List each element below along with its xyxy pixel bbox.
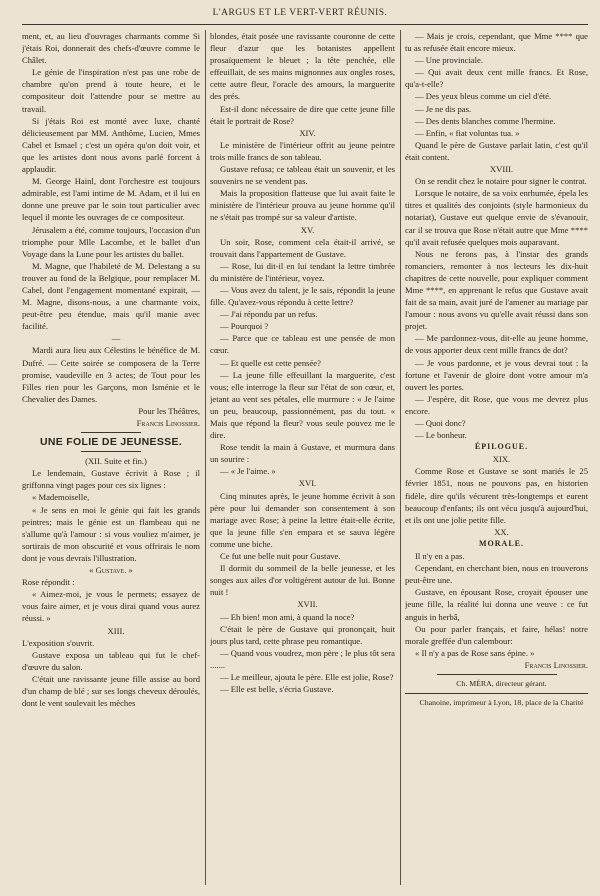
paragraph: — Quoi donc?: [415, 418, 466, 428]
column-separator: [400, 30, 401, 885]
paragraph: — Rose, lui dit-il en lui tendant la lettre timbrée du ministère de l'intérieur, voyez.: [210, 260, 395, 283]
paragraph: Gustave exposa un tableau qui fut le chef-d'œuvre du salon.: [22, 649, 200, 672]
paragraph: Mais la proposition flatteuse que lui avait faite le ministère de l'intérieur prouva au jeune homme qu'il ne s'était pas trompé sur sa valeur d'artiste.: [210, 188, 395, 223]
paragraph: — Vous avez du talent, je le sais, répondit la jeune fille. Qu'avez-vous répondu à cette lettre?: [210, 284, 395, 308]
column-separator: [205, 30, 206, 885]
paragraph: Rose tendit la main à Gustave, et murmura dans un sourire :: [210, 442, 395, 465]
paragraph: — Quand vous voudrez, mon père ; le plus tôt sera .......: [210, 647, 395, 670]
chapter-number: XX.: [494, 526, 509, 537]
paragraph: L'exposition s'ouvrit.: [22, 637, 95, 648]
paragraph: — Mais je crois, cependant, que Mme **** que tu as refusée était encore mieux.: [405, 31, 588, 54]
paragraph: M. George Hainl, dont l'orchestre est toujours admirable, est l'ami intime de M. Adam, et il lui en donne une preuve par le soin tout particulier avec lequel il monte les ouvrages de ce compositeur.: [22, 176, 200, 223]
column-3: [405, 30, 588, 885]
paragraph: Quand le père de Gustave parlait latin, c'est qu'il était content.: [405, 139, 588, 162]
paragraph: Cependant, en cherchant bien, nous en trouverons peut-être une.: [405, 563, 588, 586]
dash-divider: —: [111, 333, 121, 344]
divider-rule: [405, 693, 588, 694]
paragraph: « Mademoiselle,: [32, 492, 90, 503]
header-rule: [22, 24, 588, 25]
paragraph: M. Magne, que l'habileté de M. Delestang a su trouver au fond de la Belgique, pour remplacer M. Cabel, dont l'engagement momentané expirait, — M. Magne, disons-nous, a une charmante voix, peut-être peu étendue, mais qu'il manie avec facilité.: [22, 260, 200, 332]
divider-rule: [81, 451, 141, 452]
paragraph: Il dormit du sommeil de la belle jeunesse, et les songes aux ailes d'or voltigèrent autour de lui. Bonne nuit !: [210, 563, 395, 598]
paragraph: « Il n'y a pas de Rose sans épine. »: [415, 647, 535, 658]
chapter-number: XIII.: [107, 625, 125, 636]
paragraph: Gustave, en épousant Rose, croyait épouser une jeune fille, la réalité lui donna une veuve : ce fut anguis in herbâ,: [405, 587, 588, 622]
paragraph: — Le bonheur.: [415, 430, 467, 441]
paragraph: — Elle est belle, s'écria Gustave.: [220, 684, 334, 695]
signature-name: Francis Linossier.: [136, 418, 200, 428]
story-title: UNE FOLIE DE JEUNESSE.: [40, 436, 182, 449]
column-2: [210, 30, 395, 885]
paragraph: Le ministère de l'intérieur offrit au jeune peintre trois mille francs de son tableau.: [210, 139, 395, 162]
paragraph: — « Je l'aime. »: [220, 466, 276, 477]
chapter-number: XV.: [300, 224, 315, 235]
paragraph: Ce fut une belle nuit pour Gustave.: [220, 551, 341, 562]
paragraph: — Pourquoi ?: [220, 321, 269, 332]
column-1: [22, 30, 200, 885]
paragraph: blondes, était posée une ravissante couronne de cette fleur d'azur que les botanistes appellent prosaïquement le bleuet ; la tête penchée, elle effeuillait, de ses mains mignonnes aux ongles roses, cette autre fleur, l'oracle des amours, la marguerite des prés.: [210, 31, 395, 102]
paragraph: Jérusalem a été, comme toujours, l'occasion d'un triomphe pour Mlle Lacombe, et le ballet d'un Voyage dans la Lune pour les artistes du ballet.: [22, 224, 200, 259]
chapter-number: XIX.: [492, 454, 511, 465]
letter-signature: « Gustave. »: [89, 565, 133, 576]
paragraph: Est-il donc nécessaire de dire que cette jeune fille était le portrait de Rose?: [210, 103, 395, 126]
signature-name: Francis Linossier.: [524, 659, 588, 670]
director-credit: Ch. MÉRA, directeur gérant.: [456, 678, 547, 688]
paragraph: Si j'étais Roi est monté avec luxe, chanté délicieusement par MM. Anthôme, Lucien, Mmes Cabel et Ismael ; c'est un opéra qu'on doit voir, et que les artistes dont nous avons parlé forcent à applaudir.: [22, 115, 200, 175]
paragraph: C'était une ravissante jeune fille assise au bord d'un champ de blé ; sur ses longs cheveux déroulés, dont le vent soulevait les mèches: [22, 673, 200, 709]
paragraph: On se rendit chez le notaire pour signer le contrat.: [415, 176, 587, 187]
paragraph: « Je sens en moi le génie qui fait les grands peintres; mais le génie est un flambeau qui ne s'allume qu'à l'amour : si vous vouliez m'aimer, je sortirais de mon obscurité et vous offrirais le nom dont je vous devrais l'illustration.: [22, 504, 200, 563]
paragraph: — Je ne dis pas.: [415, 103, 472, 114]
epilogue-heading: ÉPILOGUE.: [474, 442, 529, 452]
paragraph: Gustave refusa; ce tableau était un souvenir, et les souvenirs ne se vendent pas.: [210, 164, 395, 187]
paragraph: Il n'y en a pas.: [415, 551, 465, 562]
chapter-number: XVII.: [297, 599, 318, 610]
paragraph: Mardi aura lieu aux Célestins le bénéfice de M. Dufré. — Cette soirée se composera de la Terre promise, vaudeville en 3 actes; de Tout pour les Filles rien pour les Garçons, mon Isménie et le Chevalier des Dames.: [22, 345, 200, 404]
printer-credit: Chanoine, imprimeur à Lyon, 18, place de la Charité: [419, 698, 584, 708]
paragraph: Ou pour parler français, et faire, hélas! notre morale greffée d'un calembour:: [405, 623, 588, 646]
divider-rule: [81, 432, 141, 433]
paragraph: — Des dents blanches comme l'hermine.: [415, 115, 556, 126]
chapter-number: XIV.: [299, 127, 316, 138]
paragraph: — Enfin, « fiat voluntas tua. »: [415, 127, 520, 138]
paragraph: — La jeune fille effeuillant la marguerite, c'est vous; elle interroge la fleur sur l'état de son cœur, et, jetant au vent ses pétales, elle murmure : « Je l'aime un peu, beaucoup, passionnément, pas du tout. « Mais que répond la fleur? vous seule pouvez me le dire.: [210, 369, 395, 441]
chapter-number: XVI.: [298, 478, 317, 489]
paragraph: — Me pardonnez-vous, dit-elle au jeune homme, de vous apporter deux cent mille francs de dot?: [405, 333, 588, 356]
paragraph: Comme Rose et Gustave se sont mariés le 25 février 1851, nous ne pouvons pas, en historien fidèle, dire qu'ils vécurent très-longtemps et eurent beaucoup d'enfants; ils ont vécu jusqu'à aujourd'hui, et ils ont une jolie petite fille.: [405, 466, 588, 525]
chapter-subtitle: (XII. Suite et fin.): [85, 456, 147, 467]
paragraph: — Je vous pardonne, et je vous devrai tout : la fortune et l'avenir de gloire dont votre amour m'a ouvert les portes.: [405, 357, 588, 392]
paragraph: Le génie de l'inspiration n'est pas une robe de chambre qu'on prend à toute heure, et le compositeur doit l'attendre pour se mettre au travail.: [22, 67, 200, 114]
paragraph: ment, et, au lieu d'ouvrages charmants comme Si j'étais Roi, donnerait des chefs-d'œuvre comme le Châlet.: [22, 31, 200, 66]
signature-line: Pour les Théâtres,: [138, 405, 200, 416]
paragraph: Le lendemain, Gustave écrivit à Rose ; il griffonna vingt pages pour ces six lignes :: [22, 468, 200, 491]
paragraph: — Une provinciale.: [415, 55, 484, 66]
paragraph: — J'ai répondu par un refus.: [220, 309, 318, 320]
paragraph: Nous ne ferons pas, à l'instar des grands romanciers, remonter à nos lecteurs les dix-huit chapitres de cette nouvelle, pour expliquer comment Mme ****, en apprenant le refus que Gustave avait fait de sa main, avait juré de l'amener au mariage par l'amour : nous avons vu qu'elle avait réussi dans son projet.: [405, 248, 588, 332]
paragraph: — Eh bien! mon ami, à quand la noce?: [220, 611, 355, 622]
paragraph: — Le meilleur, ajouta le père. Elle est jolie, Rose?: [220, 671, 394, 682]
morale-heading: MORALE.: [479, 538, 524, 548]
paragraph: — Qui avait deux cent mille francs. Et Rose, qu'a-t-elle?: [405, 67, 588, 90]
paragraph: C'était le père de Gustave qui prononçait, huit jours plus tard, cette phrase peu romantique.: [210, 623, 395, 646]
divider-rule: [437, 674, 557, 675]
running-header: L'ARGUS ET LE VERT-VERT RÉUNIS.: [212, 8, 388, 18]
paragraph: Cinq minutes après, le jeune homme écrivit à son père pour lui demander son consentement à son mariage avec Rose; à peine la lettre était-elle écrite, que la jeune fille s'en empara et se sauva légère comme une biche.: [210, 490, 395, 549]
paragraph: « Aimez-moi, je vous le permets; essayez de vous faire aimer, et je vous dirai quand vous aurez réussi. »: [22, 589, 200, 624]
paragraph: Un soir, Rose, comment cela était-il arrivé, se trouvait dans l'appartement de Gustave.: [210, 236, 395, 259]
paragraph: Rose répondit :: [22, 577, 75, 588]
paragraph: — Des yeux bleus comme un ciel d'été.: [415, 91, 552, 102]
chapter-number: XVIII.: [489, 164, 514, 175]
paragraph: — Parce que ce tableau est une pensée de mon cœur.: [210, 333, 395, 356]
paragraph: — Et quelle est cette pensée?: [220, 357, 321, 368]
paragraph: — J'espère, dit Rose, que vous me devrez plus encore.: [405, 393, 588, 416]
paragraph: Lorsque le notaire, de sa voix enrhumée, épela les titres et qualités des conjoints (style harmonieux du notariat), Gustave eut quelque envie de s'évanouir, car il se trouva que Rose n'était autre que Mme **** qu'il avait refusée quelques mois auparavant.: [405, 188, 588, 247]
